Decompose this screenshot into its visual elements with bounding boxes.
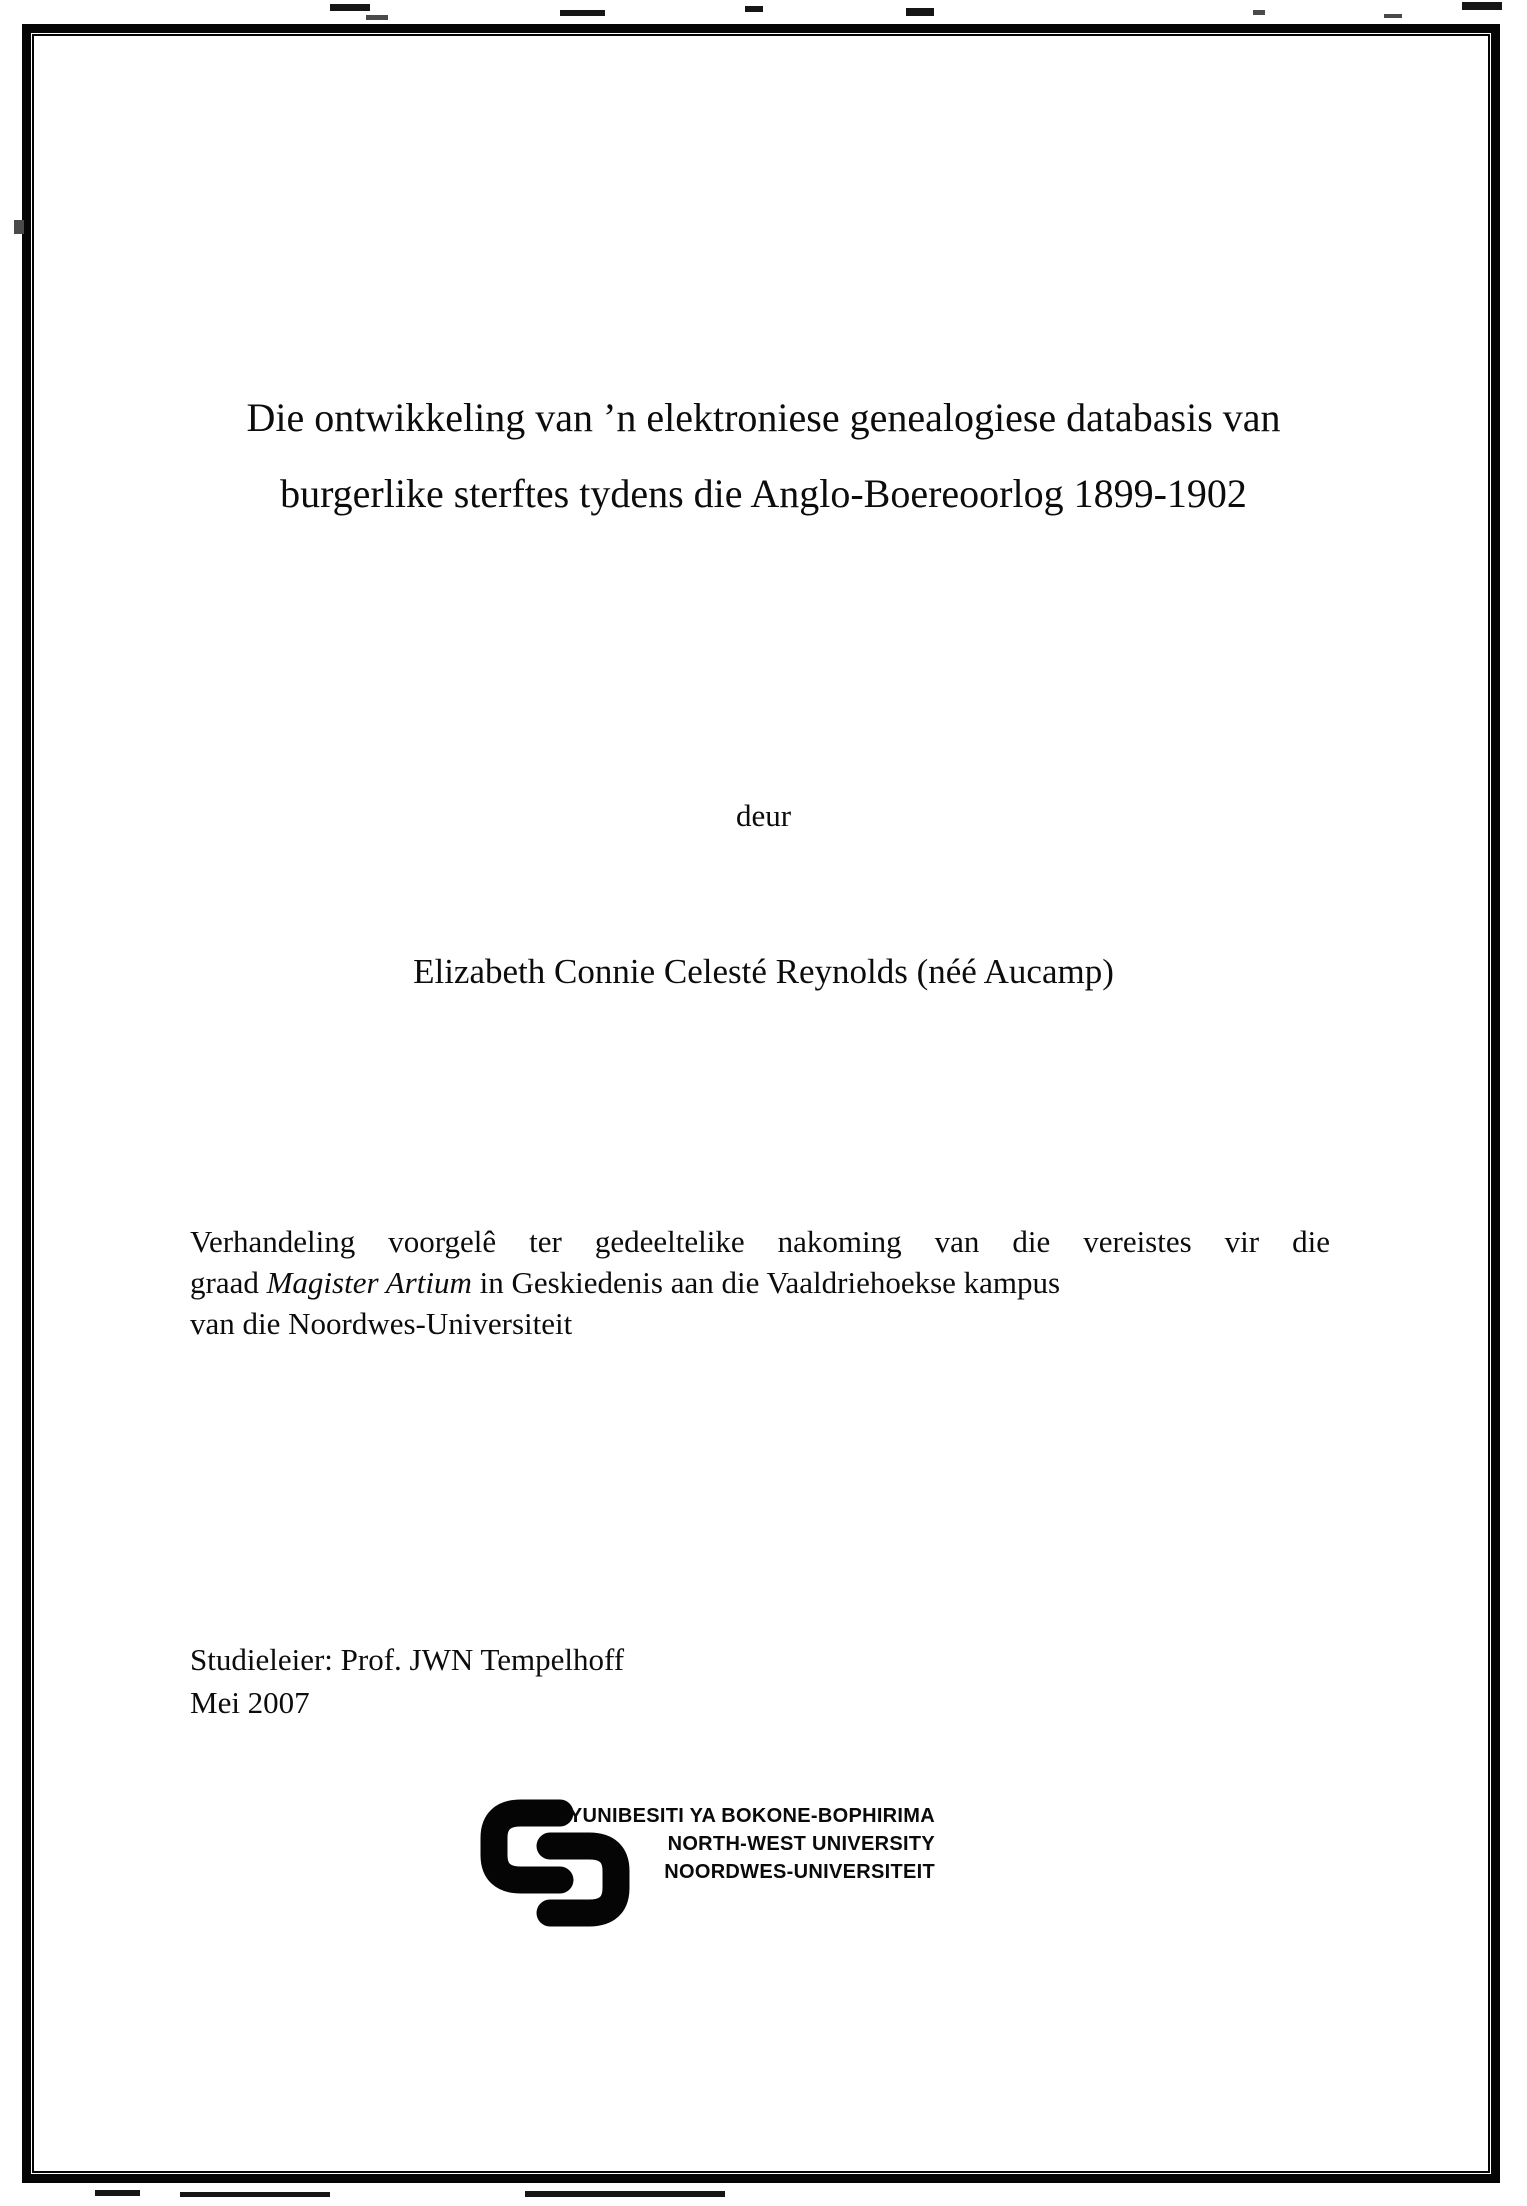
scan-artifact <box>906 8 934 16</box>
thesis-title-line2: burgerlike sterftes tydens die Anglo-Boereoorlog 1899-1902 <box>280 471 1247 516</box>
thesis-title-line1: Die ontwikkeling van ’n elektroniese genealogiese databasis van <box>246 395 1281 440</box>
scan-artifact <box>330 4 370 11</box>
university-name-afrikaans: NOORDWES-UNIVERSITEIT <box>664 1861 935 1883</box>
supervisor-line: Studieleier: Prof. JWN Tempelhoff <box>190 1642 625 1677</box>
scan-artifact <box>745 6 763 12</box>
thesis-statement <box>190 1221 1330 1344</box>
university-logo-text <box>569 1802 935 1886</box>
date-line: Mei 2007 <box>190 1685 310 1720</box>
scan-artifact <box>560 10 605 16</box>
thesis-title <box>0 380 1527 532</box>
statement-line2-suffix: in Geskiedenis aan die Vaaldriehoekse kampus <box>471 1265 1061 1300</box>
scan-artifact <box>14 220 24 234</box>
scan-artifact <box>1384 14 1402 18</box>
scan-artifact <box>366 15 388 20</box>
byline: deur <box>735 798 792 833</box>
scan-artifact <box>1253 10 1265 15</box>
scan-artifact <box>1462 2 1502 10</box>
statement-line2-prefix: graad <box>190 1265 267 1300</box>
statement-line1: Verhandeling voorgelê ter gedeeltelike nakoming van die vereistes vir die <box>190 1224 1330 1259</box>
scan-artifact <box>95 2190 140 2196</box>
scan-artifact <box>180 2192 330 2197</box>
university-name-setswana: YUNIBESITI YA BOKONE-BOPHIRIMA <box>568 1805 935 1827</box>
degree-name: Magister Artium <box>266 1265 472 1300</box>
statement-line2 <box>190 1262 1330 1303</box>
statement-line3: van die Noordwes-Universiteit <box>190 1306 573 1341</box>
university-name-english: NORTH-WEST UNIVERSITY <box>667 1833 935 1855</box>
scan-artifact <box>525 2191 725 2197</box>
supervisor-block <box>190 1638 624 1724</box>
author-name: Elizabeth Connie Celesté Reynolds (néé Aucamp) <box>413 952 1114 991</box>
